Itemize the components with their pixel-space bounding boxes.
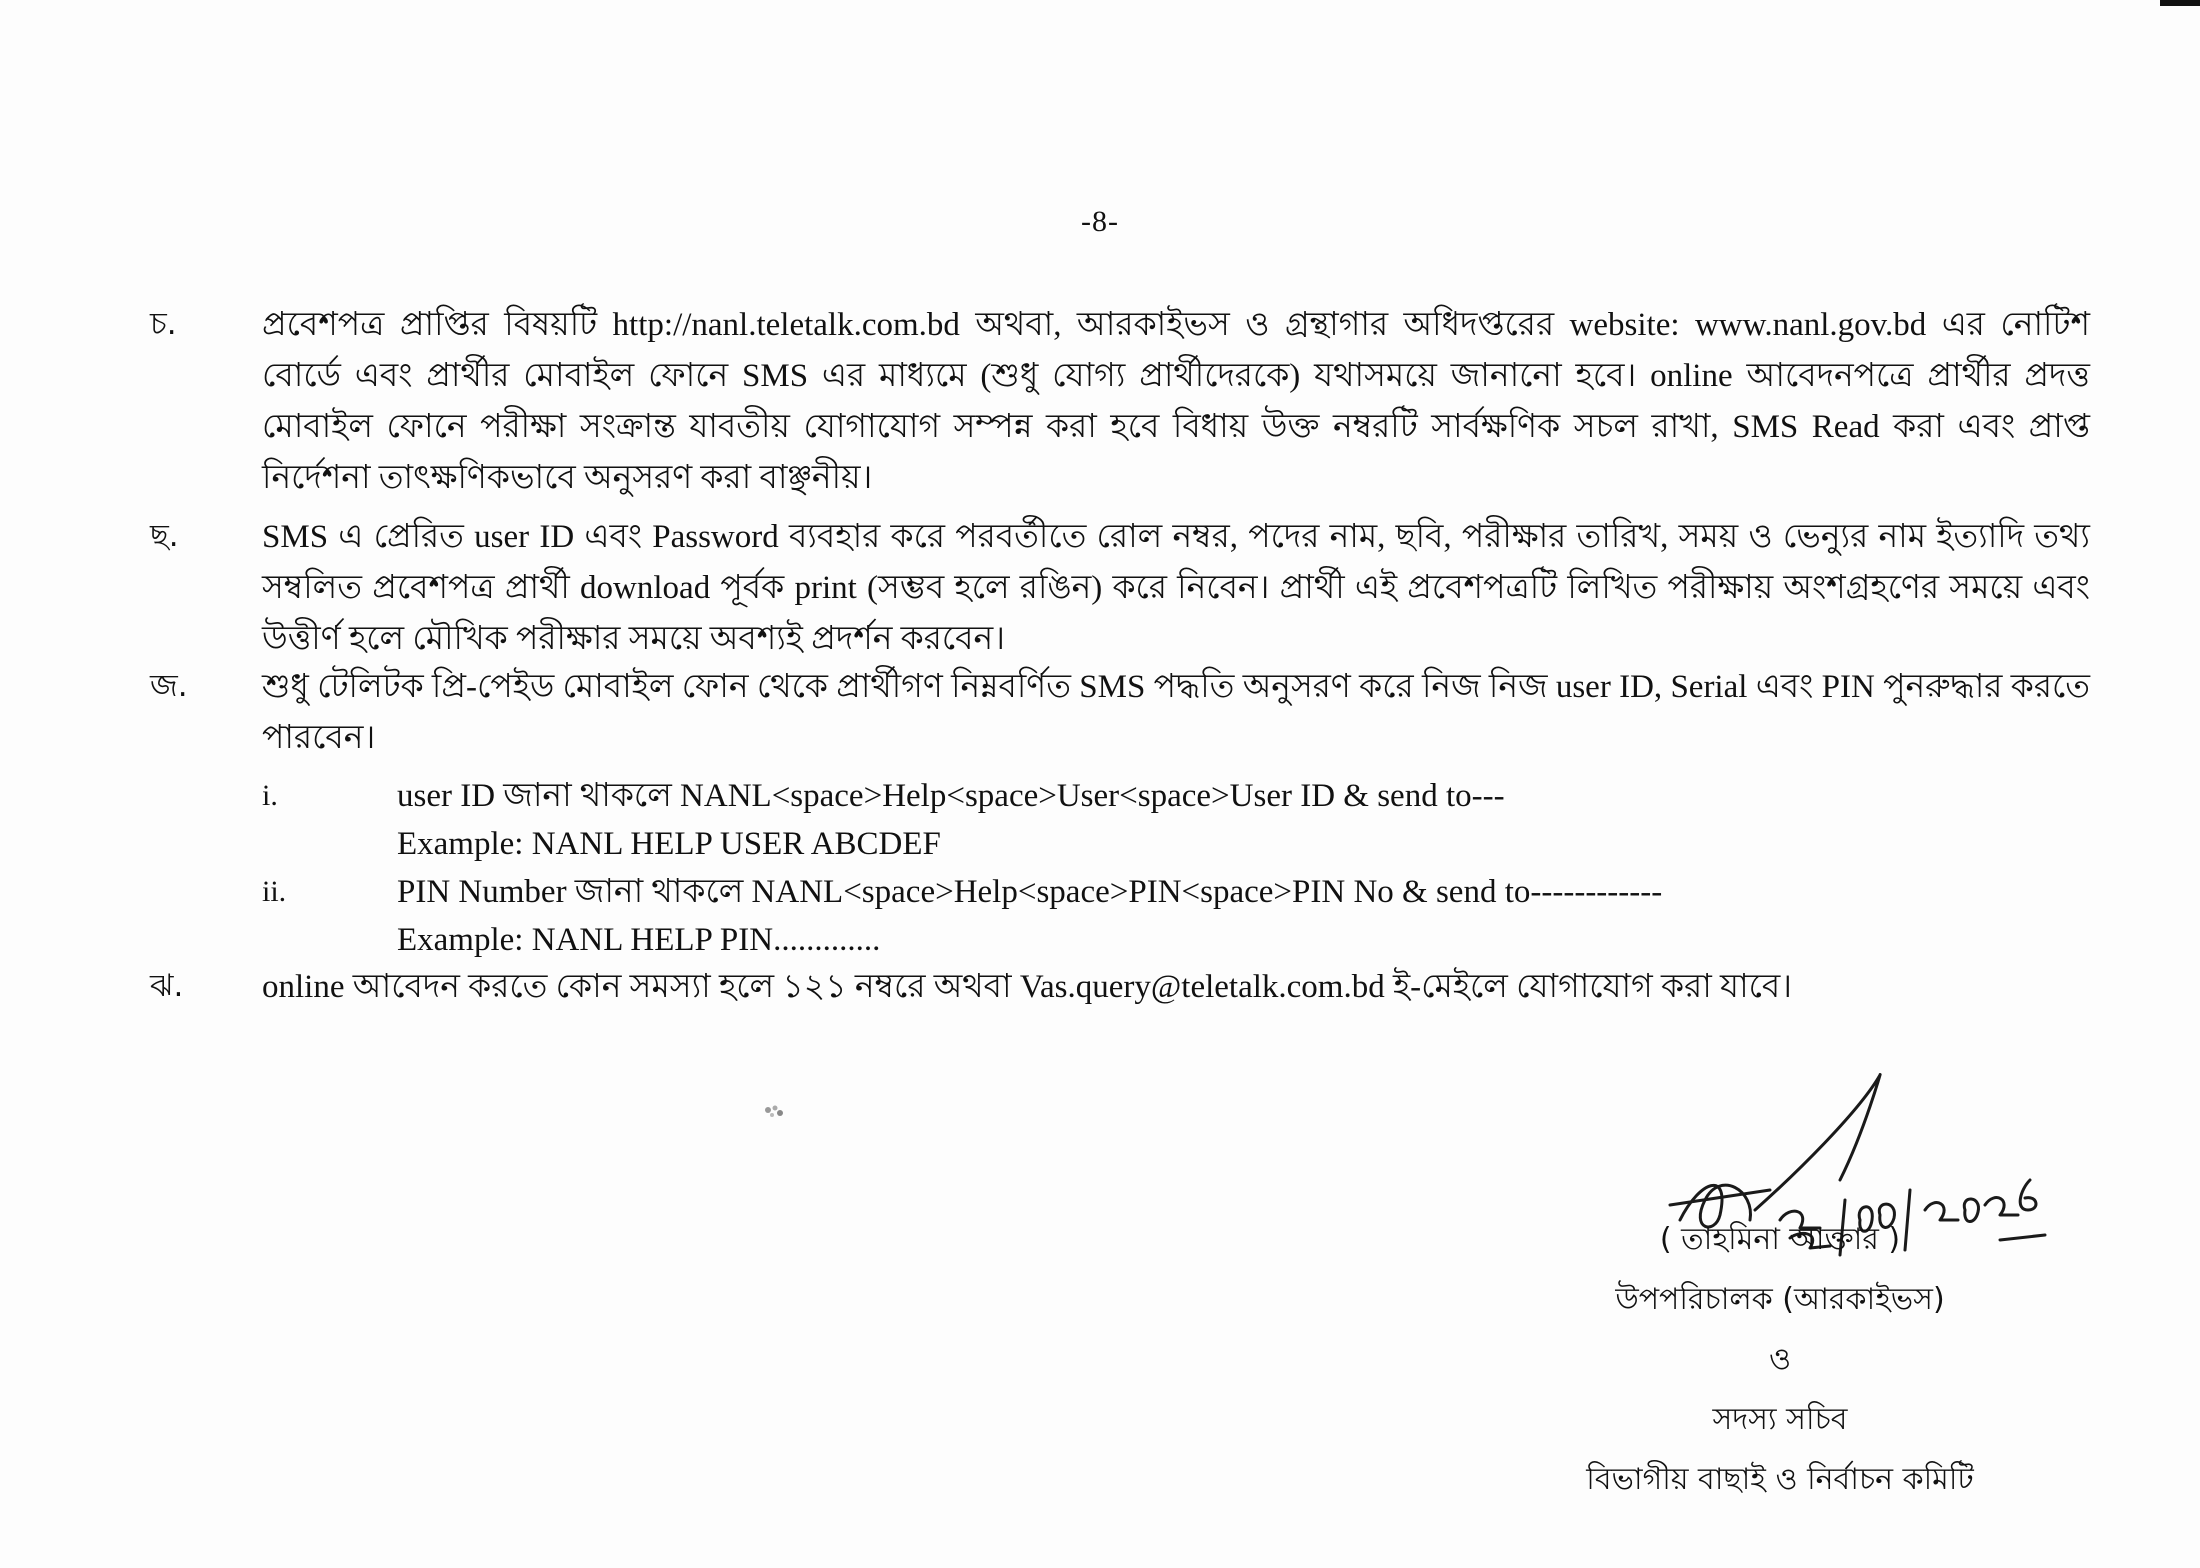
scan-edge-mark [2160, 0, 2200, 6]
signature-area [1500, 1070, 2060, 1540]
list-item-text: online আবেদন করতে কোন সমস্যা হলে ১২১ নম্বরে অথবা Vas.query@teletalk.com.bd ই-মেইলে যোগাযোগ করা যাবে। [262, 969, 1793, 1005]
list-item-text: প্রবেশপত্র প্রাপ্তির বিষয়টি http://nanl.teletalk.com.bd অথবা, আরকাইভস ও গ্রন্থাগার অধিদপ্তরের website: www.nanl.gov.bd এর নোটিশ বোর্ডে এবং প্রার্থীর মোবাইল ফোনে SMS এর মাধ্যমে (শুধু যোগ্য প্রার্থীদেরকে) যথাসময়ে জানানো হবে। online আবেদনপত্রে প্রার্থীর প্রদত্ত মোবাইল ফোনে পরীক্ষা সংক্রান্ত যাবতীয় যোগাযোগ সম্পন্ন করা হবে বিধায় উক্ত নম্বরটি সার্বক্ষণিক সচল রাখা, SMS Read করা এবং প্রাপ্ত নির্দেশনা তাৎক্ষণিকভাবে অনুসরণ করা বাঞ্ছনীয়। [262, 307, 2090, 496]
signatory-role: সদস্য সচিব [1712, 1402, 1848, 1437]
signatory-conjunction: ও [1768, 1342, 1792, 1377]
list-item-marker: ঝ. [150, 968, 184, 1004]
scan-smudge [760, 1100, 788, 1122]
signatory-committee: বিভাগীয় বাছাই ও নির্বাচন কমিটি [1586, 1462, 1974, 1497]
sub-list-text: user ID জানা থাকলে NANL<space>Help<space>User<space>User ID & send to--- Example: NANL HELP USER ABCDEF [397, 778, 1505, 862]
sub-list-text: PIN Number জানা থাকলে NANL<space>Help<space>PIN<space>PIN No & send to------------ Example: NANL HELP PIN............. [397, 874, 1663, 958]
list-item-text: শুধু টেলিটক প্রি-পেইড মোবাইল ফোন থেকে প্রার্থীগণ নিম্নবর্ণিত SMS পদ্ধতি অনুসরণ করে নিজ নিজ user ID, Serial এবং PIN পুনরুদ্ধার করতে পারবেন। [262, 669, 2090, 756]
page-number: -8- [1081, 205, 1119, 238]
sub-list-marker: ii. [262, 875, 287, 908]
list-item-marker: ছ. [150, 518, 179, 554]
signatory-details [1500, 1210, 2060, 1510]
list-item-marker: চ. [150, 306, 177, 342]
list-item-marker: জ. [150, 668, 188, 704]
signatory-designation: উপপরিচালক (আরকাইভস) [1615, 1282, 1945, 1317]
sub-list-marker: i. [262, 779, 278, 812]
list-item-text: SMS এ প্রেরিত user ID এবং Password ব্যবহার করে পরবর্তীতে রোল নম্বর, পদের নাম, ছবি, পরীক্ষার তারিখ, সময় ও ভেন্যুর নাম ইত্যাদি তথ্য সম্বলিত প্রবেশপত্র প্রার্থী download পূর্বক print (সম্ভব হলে রঙিন) করে নিবেন। প্রার্থী এই প্রবেশপত্রটি লিখিত পরীক্ষায় অংশগ্রহণের সময়ে এবং উত্তীর্ণ হলে মৌখিক পরীক্ষার সময়ে অবশ্যই প্রদর্শন করবেন। [262, 519, 2090, 657]
signatory-name: ( তাহমিনা আক্তার ) [1659, 1222, 1901, 1257]
